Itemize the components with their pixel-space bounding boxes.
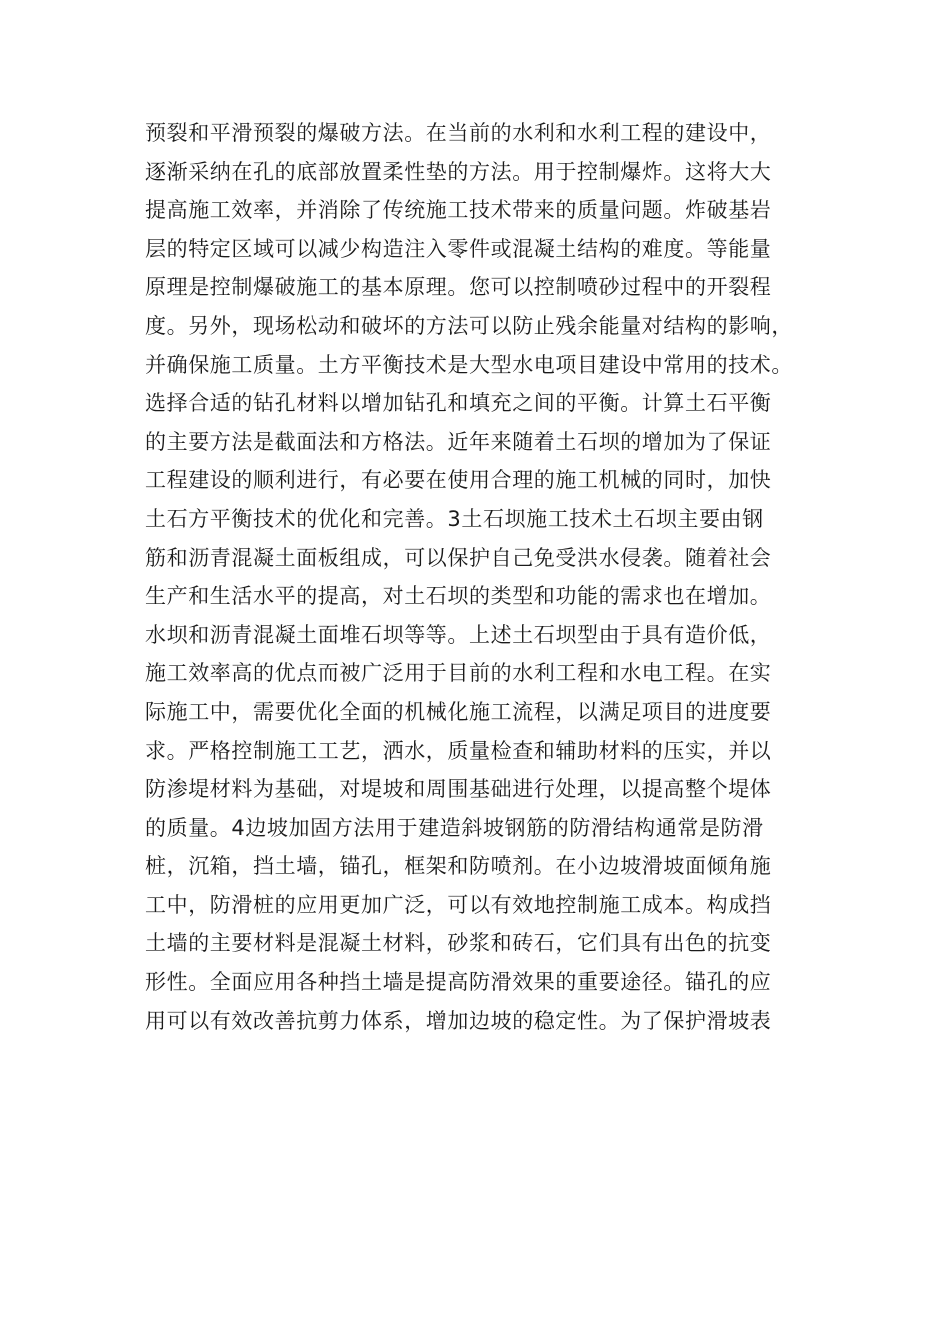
text-line: 生产和生活水平的提高，对土石坝的类型和功能的需求也在增加。 [145,584,772,609]
text-line: 并确保施工质量。土方平衡技术是大型水电项目建设中常用的技术。 [145,352,793,377]
text-line: 工程建设的顺利进行，有必要在使用合理的施工机械的同时，加快 [145,468,772,493]
text-line: 际施工中，需要优化全面的机械化施工流程，以满足项目的进度要 [145,699,772,724]
text-line: 用可以有效改善抗剪力体系，增加边坡的稳定性。为了保护滑坡表 [145,1008,772,1033]
text-line: 层的特定区域可以减少构造注入零件或混凝土结构的难度。等能量 [145,236,772,261]
text-line: 的质量。4边坡加固方法用于建造斜坡钢筋的防滑结构通常是防滑 [145,815,764,840]
text-line: 施工效率高的优点而被广泛用于目前的水利工程和水电工程。在实 [145,661,772,686]
text-line: 度。另外，现场松动和破坏的方法可以防止残余能量对结构的影响， [145,313,793,338]
text-line: 形性。全面应用各种挡土墙是提高防滑效果的重要途径。锚孔的应 [145,970,772,995]
text-line: 防渗堤材料为基础，对堤坡和周围基础进行处理，以提高整个堤体 [145,777,772,802]
text-line: 原理是控制爆破施工的基本原理。您可以控制喷砂过程中的开裂程 [145,275,772,300]
text-line: 预裂和平滑预裂的爆破方法。在当前的水利和水利工程的建设中， [145,121,772,145]
text-line: 工中，防滑桩的应用更加广泛，可以有效地控制施工成本。构成挡 [145,892,772,917]
text-line: 土石方平衡技术的优化和完善。3土石坝施工技术土石坝主要由钢 [145,506,764,531]
text-line: 筋和沥青混凝土面板组成，可以保护自己免受洪水侵袭。随着社会 [145,545,772,570]
text-line: 水坝和沥青混凝土面堆石坝等等。上述土石坝型由于具有造价低， [145,622,772,647]
text-line: 选择合适的钻孔材料以增加钻孔和填充之间的平衡。计算土石平衡 [145,391,772,416]
text-line: 求。严格控制施工工艺，洒水，质量检查和辅助材料的压实，并以 [145,738,772,763]
text-line: 提高施工效率，并消除了传统施工技术带来的质量问题。炸破基岩 [145,198,772,223]
text-line: 逐渐采纳在孔的底部放置柔性垫的方法。用于控制爆炸。这将大大 [145,159,772,184]
text-line: 的主要方法是截面法和方格法。近年来随着土石坝的增加为了保证 [145,429,772,454]
text-line: 土墙的主要材料是混凝土材料，砂浆和砖石，它们具有出色的抗变 [145,931,772,956]
body-paragraph [145,114,845,1040]
text-line: 桩，沉箱，挡土墙，锚孔，框架和防喷剂。在小边坡滑坡面倾角施 [145,854,772,879]
